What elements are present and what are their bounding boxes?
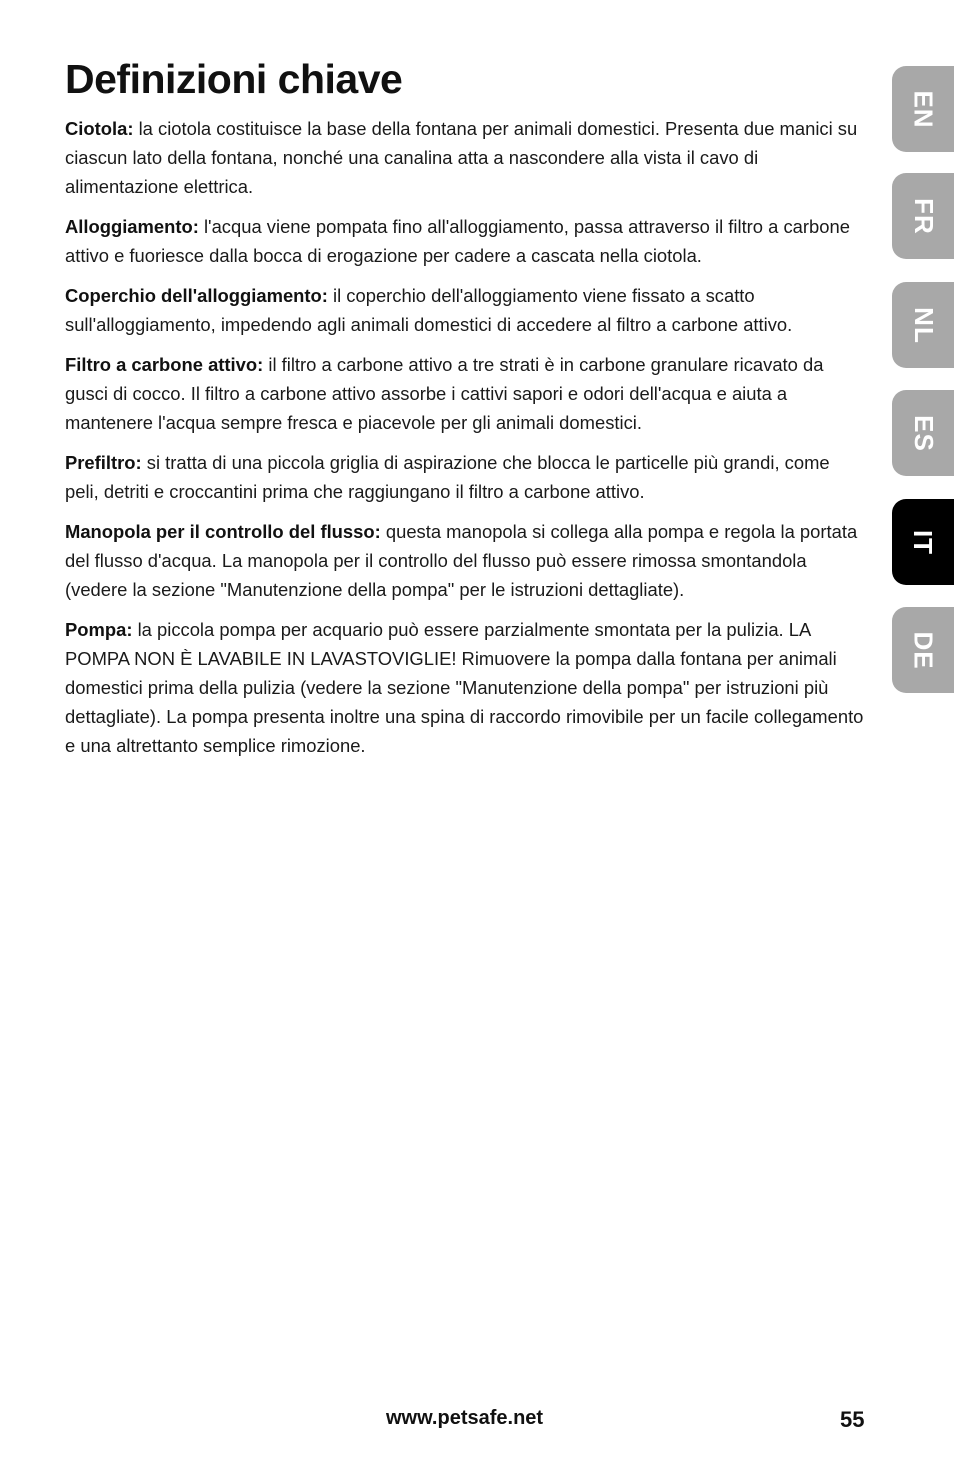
tab-es[interactable] xyxy=(892,390,954,476)
tab-label: IT xyxy=(908,529,939,555)
definition-term: Pompa: xyxy=(65,619,133,640)
definition-text: questa manopola si collega alla pompa e regola la portata del flusso d'acqua. La manopola per il controllo del flusso può essere rimossa smontandola (vedere la sezione "Manutenzione della pompa" per le istruzioni dettagliate). xyxy=(65,521,858,600)
definition-ciotola xyxy=(65,114,865,201)
definition-filtro xyxy=(65,350,865,437)
tab-label: DE xyxy=(908,630,939,670)
definition-term: Alloggiamento: xyxy=(65,216,199,237)
footer-url: www.petsafe.net xyxy=(386,1407,544,1429)
language-tabs xyxy=(892,0,954,1475)
tab-label: EN xyxy=(908,89,939,129)
definition-manopola xyxy=(65,517,865,604)
definition-text: il filtro a carbone attivo a tre strati è in carbone granulare ricavato da gusci di cocco. Il filtro a carbone attivo assorbe i cattivi sapori e odori dell'acqua e aiuta a mantenere l'acqua sempre fresca e piacevole per gli animali domestici. xyxy=(65,354,824,433)
page-number: 55 xyxy=(840,1407,865,1432)
tab-label: ES xyxy=(908,414,939,452)
tab-nl[interactable] xyxy=(892,282,954,368)
page-title: Definizioni chiave xyxy=(65,56,403,102)
definition-text: la piccola pompa per acquario può essere parzialmente smontata per la pulizia. LA POMPA NON È LAVABILE IN LAVASTOVIGLIE! Rimuovere la pompa dalla fontana per animali domestici prima della pulizia (vedere la sezione "Manutenzione della pompa" per istruzioni più dettagliate). La pompa presenta inoltre una spina di raccordo rimovibile per un facile collegamento e una altrettanto semplice rimozione. xyxy=(65,619,864,756)
definition-text: l'acqua viene pompata fino all'alloggiamento, passa attraverso il filtro a carbone attivo e fuoriesce dalla bocca di erogazione per cadere a cascata nella ciotola. xyxy=(65,216,850,266)
definition-alloggiamento xyxy=(65,212,865,270)
definition-text: si tratta di una piccola griglia di aspirazione che blocca le particelle più grandi, come peli, detriti e croccantini prima che raggiungano il filtro a carbone attivo. xyxy=(65,452,830,502)
definition-coperchio xyxy=(65,281,865,339)
definition-prefiltro xyxy=(65,448,865,506)
tab-en[interactable] xyxy=(892,66,954,152)
tab-label: FR xyxy=(908,197,939,235)
definition-text: la ciotola costituisce la base della fontana per animali domestici. Presenta due manici su ciascun lato della fontana, nonché una canalina atta a nascondere alla vista il cavo di alimentazione elettrica. xyxy=(65,118,858,197)
definition-term: Ciotola: xyxy=(65,118,134,139)
definitions-list xyxy=(65,114,865,771)
tab-it[interactable] xyxy=(892,499,954,585)
tab-de[interactable] xyxy=(892,607,954,693)
tab-label: NL xyxy=(908,306,939,344)
definition-term: Manopola per il controllo del flusso: xyxy=(65,521,381,542)
definition-text: il coperchio dell'alloggiamento viene fissato a scatto sull'alloggiamento, impedendo agli animali domestici di accedere al filtro a carbone attivo. xyxy=(65,285,793,335)
definition-pompa xyxy=(65,615,865,760)
tab-fr[interactable] xyxy=(892,173,954,259)
definition-term: Coperchio dell'alloggiamento: xyxy=(65,285,328,306)
definition-term: Prefiltro: xyxy=(65,452,142,473)
definition-term: Filtro a carbone attivo: xyxy=(65,354,264,375)
